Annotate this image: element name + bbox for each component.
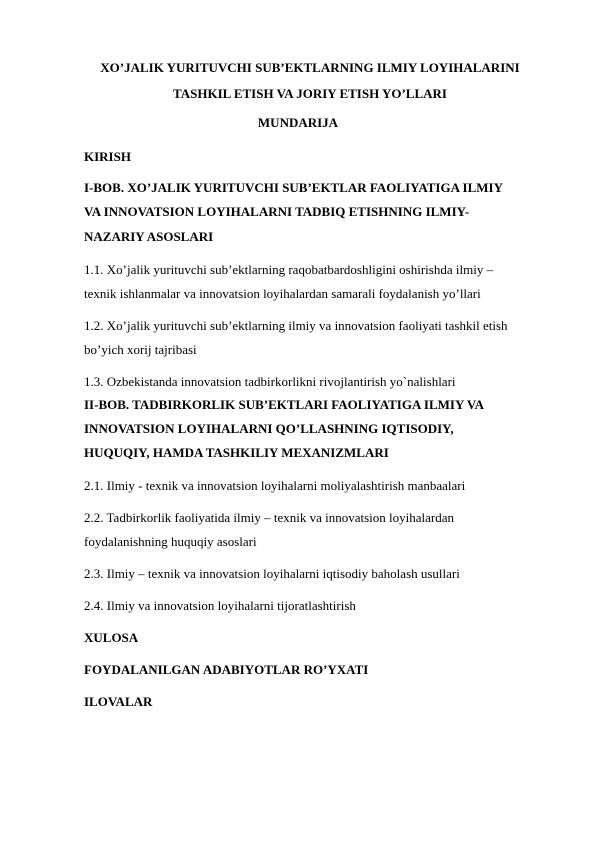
title-line-1: XO’JALIK YURITUVCHI SUB’EKTLARNING ILMIY LOYIHALARINI — [100, 60, 520, 75]
toc-section-1-1-line-2: texnik ishlanmalar va innovatsion loyihalardan samarali foydalanish yo’llari — [84, 286, 481, 301]
toc-section-2-2-line-1: 2.2. Tadbirkorlik faoliyatida ilmiy – texnik va innovatsion loyihalardan — [84, 510, 454, 525]
document-title — [70, 55, 550, 107]
toc-section-2-1: 2.1. Ilmiy - texnik va innovatsion loyihalarni moliyalashtirish manbaalari — [84, 478, 466, 493]
toc-chapter-2-line-3: HUQUQIY, HAMDA TASHKILIY MEXANIZMLARI — [84, 445, 389, 460]
toc-entry-conclusion: XULOSA — [84, 630, 139, 645]
toc-section-2-3: 2.3. Ilmiy – texnik va innovatsion loyihalarni iqtisodiy baholash usullari — [84, 566, 460, 581]
toc-chapter-1-line-2: VA INNOVATSION LOYIHALARNI TADBIQ ETISHNING ILMIY- — [84, 204, 470, 219]
toc-entry-intro: KIRISH — [84, 149, 131, 164]
toc-chapter-2-line-1: II-BOB. TADBIRKORLIK SUB’EKTLARI FAOLIYATIGA ILMIY VA — [84, 397, 484, 412]
toc-chapter-1-line-3: NAZARIY ASOSLARI — [84, 229, 214, 244]
toc-entry-appendices: ILOVALAR — [84, 694, 153, 709]
toc-chapter-2-line-2: INNOVATSION LOYIHALARNI QO’LLASHNING IQTISODIY, — [84, 421, 454, 436]
toc-section-2-4: 2.4. Ilmiy va innovatsion loyihalarni tijoratlashtirish — [84, 598, 356, 613]
toc-chapter-1-line-1: I-BOB. XO’JALIK YURITUVCHI SUB’EKTLAR FAOLIYATIGA ILMIY — [84, 180, 503, 195]
toc-section-1-2-line-2: bo’yich xorij tajribasi — [84, 342, 197, 357]
toc-entry-references: FOYDALANILGAN ADABIYOTLAR RO’YXATI — [84, 662, 369, 677]
toc-section-1-3: 1.3. Ozbekistanda innovatsion tadbirkorlikni rivojlantirish yo`nalishlari — [84, 374, 456, 389]
title-line-2: TASHKIL ETISH VA JORIY ETISH YO’LLARI — [173, 86, 447, 101]
toc-heading: MUNDARIJA — [257, 115, 339, 130]
toc-section-2-2-line-2: foydalanishning huquqiy asoslari — [84, 534, 257, 549]
toc-section-1-1-line-1: 1.1. Xo’jalik yurituvchi sub’ektlarning raqobatbardoshligini oshirishda ilmiy – — [84, 262, 494, 277]
toc-section-1-2-line-1: 1.2. Xo’jalik yurituvchi sub’ektlarning ilmiy va innovatsion faoliyati tashkil etish — [84, 318, 508, 333]
